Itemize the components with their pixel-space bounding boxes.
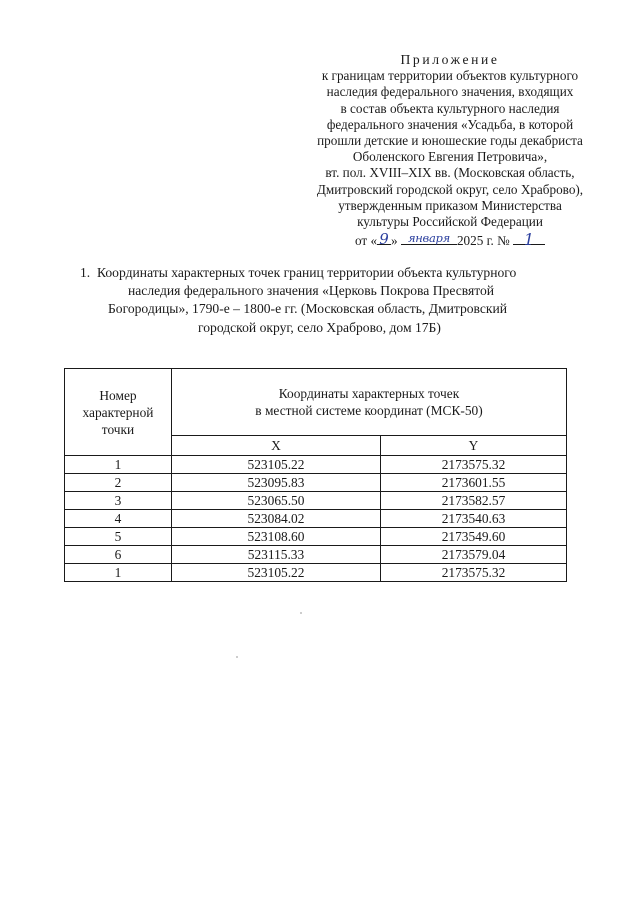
appendix-heading: Приложение (400, 52, 500, 67)
table-row (65, 474, 567, 492)
appendix-line: утвержденным приказом Министерства (338, 197, 562, 213)
point-number-cell: 2 (65, 474, 172, 492)
order-day-handwritten: 9 (379, 230, 389, 249)
section-number: 1. (80, 265, 91, 280)
appendix-line: к границам территории объектов культурного (321, 68, 579, 84)
point-number-cell: 1 (65, 564, 172, 582)
order-number-field (513, 230, 545, 250)
y-coordinate-cell: 2173601.55 (381, 474, 567, 492)
y-coordinate-cell: 2173575.32 (381, 456, 567, 474)
point-number-cell: 4 (65, 510, 172, 528)
appendix-line: в состав объекта культурного наследия (340, 100, 560, 116)
order-month-field (401, 230, 457, 245)
order-prefix: от « (354, 233, 378, 249)
y-coordinate-cell: 2173579.04 (381, 546, 567, 564)
appendix-line: наследия федерального значения, входящих (326, 84, 574, 100)
table-row (65, 456, 567, 474)
order-month-handwritten: января (407, 231, 450, 246)
point-number-cell: 3 (65, 492, 172, 510)
order-day-field (377, 230, 391, 249)
scan-speck (236, 656, 238, 658)
section-title-text: Координаты характерных точек границ территории объекта культурного (97, 265, 517, 280)
y-column-header: Y (381, 436, 567, 456)
y-coordinate-cell: 2173540.63 (381, 510, 567, 528)
x-column-header: X (172, 436, 381, 456)
x-coordinate-cell: 523095.83 (172, 474, 381, 492)
table-row (65, 528, 567, 546)
x-coordinate-cell: 523105.22 (172, 456, 381, 474)
section-title-line: городской округ, село Храброво, дом 17Б) (198, 319, 441, 335)
x-coordinate-cell: 523084.02 (172, 510, 381, 528)
order-quote-close: » (391, 233, 398, 249)
appendix-line: прошли детские и юношеские годы декабриста (317, 133, 583, 149)
x-coordinate-cell: 523115.33 (172, 546, 381, 564)
point-number-header: Номер характерной точки (65, 369, 172, 456)
point-number-cell: 6 (65, 546, 172, 564)
table-row (65, 510, 567, 528)
appendix-line: Оболенского Евгения Петровича», (352, 149, 548, 165)
coordinates-table (64, 368, 567, 582)
appendix-line: федерального значения «Усадьба, в которой (326, 116, 574, 132)
x-coordinate-cell: 523105.22 (172, 564, 381, 582)
y-coordinate-cell: 2173549.60 (381, 528, 567, 546)
y-coordinate-cell: 2173575.32 (381, 564, 567, 582)
coordinates-header: Координаты характерных точек в местной системе координат (МСК-50) (172, 369, 567, 436)
point-number-cell: 5 (65, 528, 172, 546)
scan-speck (300, 612, 302, 614)
appendix-line: Дмитровский городской округ, село Храброво), (316, 181, 584, 197)
section-title (66, 264, 596, 337)
point-number-cell: 1 (65, 456, 172, 474)
section-title-line: наследия федерального значения «Церковь Покрова Пресвятой (128, 283, 495, 299)
appendix-line: культуры Российской Федерации (357, 214, 543, 230)
order-number-handwritten: 1 (523, 230, 535, 250)
table-row (65, 546, 567, 564)
section-title-line: Богородицы», 1790-е – 1800-е гг. (Московская область, Дмитровский (108, 301, 508, 317)
appendix-line: вт. пол. XVIII–XIX вв. (Московская область, (325, 165, 575, 181)
section-title-line (66, 264, 596, 282)
y-coordinate-cell: 2173582.57 (381, 492, 567, 510)
order-year-text: 2025 г. № (456, 233, 510, 249)
x-coordinate-cell: 523065.50 (172, 492, 381, 510)
table-row (65, 564, 567, 582)
appendix-header (290, 52, 610, 249)
table-row (65, 492, 567, 510)
order-date-line (290, 230, 610, 249)
x-coordinate-cell: 523108.60 (172, 528, 381, 546)
